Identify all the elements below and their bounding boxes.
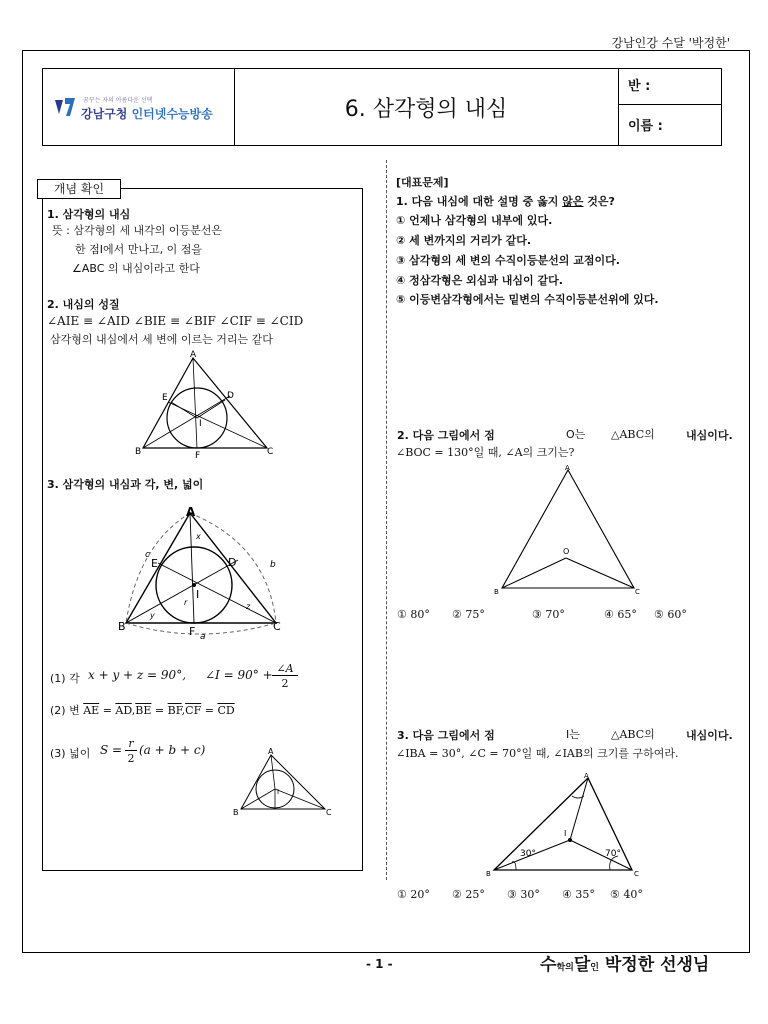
property1-eq1: x + y + z = 90°,: [88, 668, 187, 682]
q1-choice-1: ① 언제나 삼각형의 내부에 있다.: [396, 214, 553, 227]
q3-fig-A: A: [584, 772, 589, 780]
logo-name-2: 인터넷수능방송: [131, 107, 213, 121]
q2-figure: [490, 462, 650, 602]
q1-choice-3: ③ 삼각형의 세 변의 수직이등분선의 교점이다.: [396, 254, 620, 267]
fig1-label-F: F: [195, 451, 201, 460]
fig2-label-E: E: [151, 557, 158, 570]
fig2-label-z: z: [246, 602, 251, 611]
logo-slogan: 꿈꾸는 자의 아름다운 선택: [83, 97, 153, 104]
name-field: 이름 :: [628, 119, 663, 134]
logo-name-1: 강남구청: [81, 107, 128, 121]
segment-ae: $\overline{AE}$: [83, 704, 100, 717]
segment-ad: $\overline{AD}$: [115, 704, 132, 717]
q3-choice-2: ② 25°: [452, 888, 485, 901]
segment-bf: $\overline{BF}$: [167, 704, 182, 717]
property3-numerator: r: [125, 737, 137, 751]
section2-line2: 삼각형의 내심에서 세 변에 이르는 거리는 같다: [50, 333, 273, 346]
q1-choice-4: ④ 정삼각형은 외심과 내심이 같다.: [396, 274, 563, 287]
q3-fig-C: C: [634, 870, 639, 878]
q2-stem-b: O는: [566, 428, 586, 441]
section1-line1: 뜻 : 삼각형의 세 내각의 이등분선은: [52, 224, 222, 237]
property3-denominator: 2: [127, 752, 135, 765]
title-table: [42, 68, 722, 146]
q1-choice-2: ② 세 변까지의 거리가 같다.: [396, 234, 532, 247]
q2-fig-B: B: [494, 588, 499, 596]
sig-part-1: 수: [540, 955, 557, 975]
section1-line3: ∠ABC 의 내심이라고 한다: [72, 262, 200, 275]
fig1-label-E: E: [162, 393, 168, 403]
fig1-label-A: A: [190, 350, 197, 360]
property3-label: (3) 넓이: [50, 747, 91, 760]
q3-fig-angle-c: 70°: [605, 849, 621, 859]
sig-part-2: 학의: [556, 963, 574, 973]
sig-part-3: 달: [573, 955, 591, 975]
sig-part-4: 인: [590, 963, 599, 973]
teacher-signature: [540, 950, 709, 975]
q2-stem-a: 2. 다음 그림에서 점: [397, 429, 495, 442]
property1-label: (1) 각: [50, 672, 80, 685]
property1-eq2: ∠I = 90° +: [205, 668, 273, 682]
q2-stem-c: △ABC의: [611, 428, 655, 441]
q2-fig-C: C: [635, 588, 640, 596]
fig1-label-I: I: [199, 419, 202, 429]
property1-denominator: 2: [281, 677, 289, 690]
property1-numerator: ∠A: [272, 662, 298, 676]
q2-stem-line2: ∠BOC = 130°일 때, ∠A의 크기는?: [396, 446, 575, 459]
problems-heading: [대표문제]: [396, 176, 449, 189]
incenter-figure-2: [118, 505, 293, 645]
q2-stem-d: 내심이다.: [686, 429, 733, 442]
property2-text: (2) 변: [50, 704, 80, 717]
q2-choice-5: ⑤ 60°: [654, 608, 687, 621]
q3-fig-I: I: [564, 829, 567, 838]
fig2-label-A: A: [186, 505, 196, 519]
property3-eq: S =: [100, 743, 123, 757]
q2-choice-3: ③ 70°: [532, 608, 565, 621]
fig3-label-A: A: [268, 747, 274, 756]
property3-tail: (a + b + c): [139, 743, 206, 757]
segment-be: $\overline{BE}$: [135, 704, 152, 717]
section1-line2: 한 점I에서 만나고, 이 점을: [75, 243, 202, 256]
q2-choice-4: ④ 65°: [604, 608, 637, 621]
fig2-label-r: r: [184, 598, 188, 607]
section1-title: 1. 삼각형의 내심: [47, 208, 131, 221]
incenter-figure-1: [135, 350, 285, 460]
q3-fig-angle-b: 30°: [520, 849, 536, 859]
column-divider: [386, 160, 387, 880]
fig2-label-F: F: [189, 625, 196, 638]
segment-cf: $\overline{CF}$: [185, 704, 202, 717]
fig2-label-a: a: [200, 632, 206, 642]
fig1-label-B: B: [135, 447, 142, 457]
header-note: 강남인강 수달 '박정한': [611, 36, 730, 50]
fig1-label-C: C: [267, 447, 274, 457]
q3-choice-4: ④ 35°: [562, 888, 595, 901]
fig1-label-D: D: [227, 391, 234, 401]
fig2-label-y: y: [150, 611, 155, 620]
q1-choice-5: ⑤ 이등변삼각형에서는 밑변의 수직이등분선위에 있다.: [396, 293, 659, 306]
fig3-label-B: B: [233, 808, 239, 817]
section3-title: 3. 삼각형의 내심과 각, 변, 넓이: [47, 478, 204, 491]
logo-mark-icon: [53, 96, 79, 118]
q3-stem-a: 3. 다음 그림에서 점: [397, 729, 495, 742]
q1-stem-post: 것은?: [587, 195, 615, 208]
q3-stem-b: I는: [566, 728, 580, 741]
q2-fig-A: A: [565, 464, 570, 472]
q3-choice-5: ⑤ 40°: [610, 888, 643, 901]
section2-title: 2. 내심의 성질: [47, 298, 120, 311]
q3-choice-1: ① 20°: [397, 888, 430, 901]
q3-fig-B: B: [486, 870, 491, 878]
logo-cell: [43, 69, 235, 145]
q3-choice-3: ③ 30°: [507, 888, 540, 901]
fig2-label-c: c: [145, 550, 150, 560]
q2-choice-1: ① 80°: [397, 608, 430, 621]
q1-stem-underline: 않은: [562, 195, 584, 208]
incenter-figure-3: [233, 745, 343, 825]
q2-fig-O: O: [563, 547, 570, 556]
fig2-label-b: b: [270, 560, 276, 570]
concept-tab: 개념 확인: [37, 179, 121, 199]
fig2-label-D: D: [228, 556, 237, 569]
q2-choice-2: ② 75°: [452, 608, 485, 621]
q3-stem-c: △ABC의: [611, 728, 655, 741]
q3-stem-line2: ∠IBA = 30°, ∠C = 70°일 때, ∠IAB의 크기를 구하여라.: [396, 747, 679, 760]
fig3-label-I: I: [277, 788, 280, 796]
fig2-label-B: B: [118, 620, 126, 633]
fig2-label-x: x: [196, 532, 201, 541]
logo-name: [81, 105, 213, 122]
page-number: - 1 -: [366, 957, 393, 971]
section2-line1: ∠AIE ≡ ∠AID ∠BIE ≡ ∠BIF ∠CIF ≡ ∠CID: [47, 314, 304, 328]
class-field: 반 :: [618, 69, 721, 105]
q3-stem-d: 내심이다.: [686, 729, 733, 742]
fig2-label-I: I: [196, 588, 200, 601]
q1-stem-pre: 1. 다음 내심에 대한 설명 중 옳지: [396, 195, 559, 208]
q1-stem: [396, 193, 615, 209]
q3-figure: [480, 770, 650, 880]
fig2-label-C: C: [273, 620, 281, 633]
sig-part-5: 박정한 선생님: [598, 955, 710, 975]
fig3-label-C: C: [326, 808, 332, 817]
segment-cd: $\overline{CD}$: [217, 704, 235, 717]
page-title: 6. 삼각형의 내심: [234, 69, 619, 145]
property2-label: (2) 변 $\overline{AE} = \overline{AD},\overline{BE} = \overline{BF},\overline{CF} = \overline{CD}$: [50, 704, 235, 717]
